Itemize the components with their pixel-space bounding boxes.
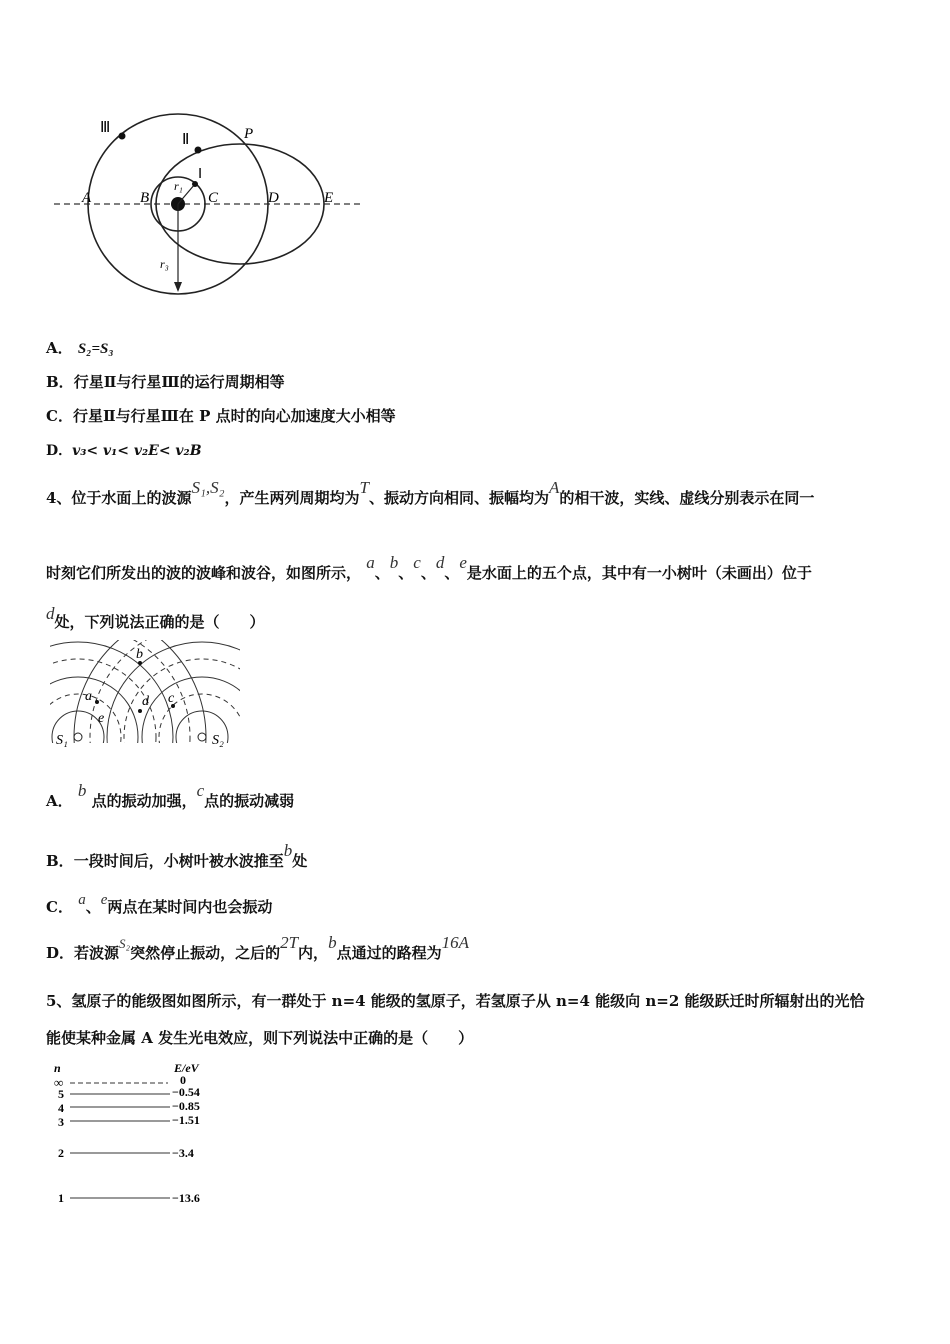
q4-option-d-sym4: 16A [441, 933, 469, 952]
q4-point-d: d [435, 553, 445, 572]
label-II: Ⅱ [182, 132, 190, 148]
q5-line-1: 5、氢原子的能级图如图所示，有一群处于 n=4 能级的氢原子，若氢原子从 n=4 能级向 n=2 能级跃迁时所辐射出的光恰 [46, 992, 865, 1010]
q4-symbol-d: d [46, 604, 55, 623]
level-1-n: 1 [58, 1191, 64, 1205]
q4-option-d-sym3: b [328, 933, 337, 952]
q4-option-b [46, 841, 308, 871]
label-C: C [208, 190, 219, 206]
q4-text: 是水面上的五个点，其中有一小树叶（未画出）位于 [466, 564, 812, 582]
q4-sep: 、 [420, 564, 436, 582]
q4-option-d-text: 内， [298, 944, 329, 962]
source-s2 [198, 733, 206, 741]
q4-option-d-text: 若波源 [74, 944, 120, 962]
diagram-n-header: n [54, 1061, 61, 1075]
point-d-dot [138, 709, 142, 713]
source-s1 [74, 733, 82, 741]
q4-option-b-label: B． [46, 852, 74, 870]
q4-text: 时刻它们所发出的波的波峰和波谷，如图所示， [46, 564, 362, 582]
fig-label-b: b [136, 647, 143, 662]
label-A: A [82, 190, 92, 206]
q4-option-c-text: 两点在某时间内也会振动 [107, 898, 273, 916]
q4-point-c: c [413, 553, 421, 572]
level-5-n: 5 [58, 1087, 64, 1101]
q4-option-a [46, 781, 295, 811]
q4-text: 4、位于水面上的波源 [46, 489, 192, 507]
fig-label-e: e [98, 711, 105, 726]
fig-label-s2: S₂ [212, 733, 224, 748]
q3-option-d-label: D． [46, 443, 73, 459]
interference-figure [50, 640, 240, 755]
q4-option-b-sym: b [283, 841, 293, 860]
label-E: E [324, 190, 334, 206]
fig-label-d: d [142, 694, 149, 709]
planet-II [195, 147, 202, 154]
q4-option-c-label: C． [46, 898, 73, 916]
level-4-n: 4 [58, 1101, 64, 1115]
q4-sep: 、 [374, 564, 390, 582]
q4-option-b-text: 一段时间后，小树叶被水波推至 [73, 852, 284, 870]
q4-sep: 、 [398, 564, 414, 582]
q4-symbol-a: A [549, 478, 560, 497]
level-3-e: −1.51 [172, 1113, 200, 1127]
label-B: B [140, 190, 150, 206]
q4-line-3 [46, 604, 265, 632]
q3-option-a-text: S₂=S₃ [77, 341, 114, 357]
r3-arrow [174, 282, 182, 292]
q4-sep: 、 [444, 564, 460, 582]
q3-option-a-label: A． [46, 339, 73, 357]
q4-option-b-text: 处 [292, 852, 308, 870]
label-P: P [244, 126, 254, 142]
diagram-e-header: E/eV [174, 1061, 199, 1075]
q4-line-2 [46, 553, 812, 583]
label-III: Ⅲ [100, 120, 111, 136]
q3-option-c [46, 405, 396, 426]
planet-III [119, 133, 126, 140]
q4-option-c [46, 892, 273, 917]
q3-option-c-text: 行星Ⅱ与行星Ⅲ在 P 点时的向心加速度大小相等 [72, 407, 396, 425]
q4-option-a-text: 点的振动加强， [91, 792, 197, 810]
q4-option-c-sym2: e [100, 892, 108, 908]
label-I: Ⅰ [198, 167, 203, 182]
q3-option-d-text: v₃< v₁< v₂E< v₂B [72, 443, 202, 459]
fig-label-a: a [85, 689, 92, 704]
q4-option-a-sym2: c [196, 781, 205, 800]
label-r3: r₃ [160, 257, 169, 271]
q4-option-d-sym1: S₂ [119, 936, 131, 951]
q4-option-d-label: D． [46, 944, 75, 962]
point-a-dot [95, 700, 99, 704]
q4-option-d-text: 突然停止振动，之后的 [130, 944, 281, 962]
level-4-e: −0.85 [172, 1099, 200, 1113]
q4-point-a: a [366, 553, 375, 572]
level-2-e: −3.4 [172, 1146, 194, 1160]
q4-symbol-s1s2: S₁,S₂ [191, 478, 225, 497]
q5-line-2: 能使某种金属 A 发生光电效应，则下列说法中正确的是（ ） [46, 1029, 474, 1047]
q4-text: 处，下列说法正确的是（ ） [54, 613, 265, 631]
level-1-e: −13.6 [172, 1191, 200, 1205]
fig-label-c: c [168, 691, 175, 706]
q3-option-c-label: C． [46, 407, 73, 425]
q4-option-a-label: A． [46, 792, 73, 810]
q3-option-a [46, 337, 114, 358]
label-r1: r₁ [174, 179, 183, 193]
q3-option-b [46, 371, 285, 392]
level-3-n: 3 [58, 1115, 64, 1129]
q4-text: ，产生两列周期均为 [224, 489, 360, 507]
q3-option-b-label: B． [46, 373, 74, 391]
energy-level-diagram [50, 1060, 250, 1210]
fig-label-s1: S₁ [56, 733, 68, 748]
q4-text: 、振动方向相同、振幅均为 [369, 489, 550, 507]
q4-option-d-text: 点通过的路程为 [336, 944, 442, 962]
level-2-n: 2 [58, 1146, 64, 1160]
q4-point-e: e [459, 553, 467, 572]
q4-symbol-t: T [359, 478, 370, 497]
q3-option-b-text: 行星Ⅱ与行星Ⅲ的运行周期相等 [73, 373, 285, 391]
level-inf-n: ∞ [54, 1075, 64, 1090]
q4-text: 的相干波，实线、虚线分别表示在同一 [559, 489, 815, 507]
q3-option-d [46, 440, 202, 460]
q4-option-d-sym2: 2T [280, 933, 299, 952]
q4-option-c-text: 、 [85, 898, 101, 916]
q4-option-d [46, 933, 469, 963]
q4-line-1 [46, 478, 815, 508]
label-D: D [268, 190, 279, 206]
q4-option-a-text: 点的振动减弱 [204, 792, 295, 810]
level-inf-e: 0 [180, 1073, 186, 1087]
q4-option-a-sym1: b [77, 781, 87, 800]
orbit-figure [50, 110, 370, 300]
level-5-e: −0.54 [172, 1085, 200, 1099]
q4-point-b: b [389, 553, 399, 572]
q4-option-c-sym1: a [78, 892, 86, 908]
